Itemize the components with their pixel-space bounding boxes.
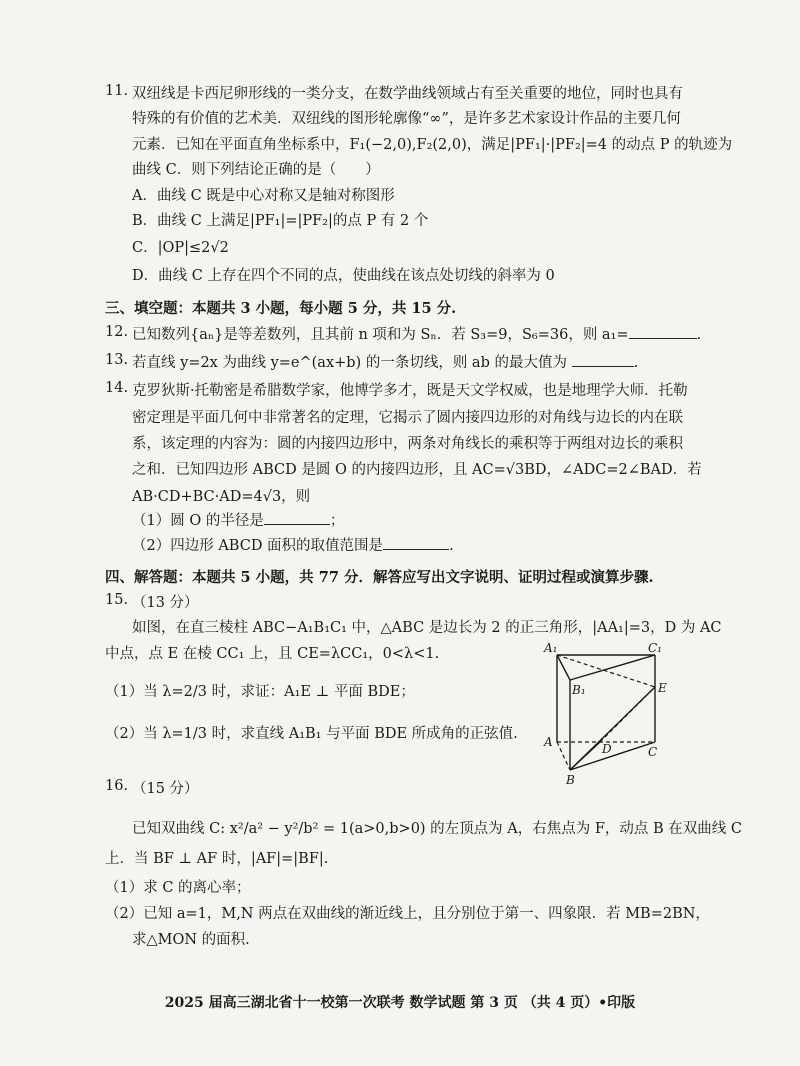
label-c1: C₁ <box>648 641 662 655</box>
label-d: D <box>602 742 612 756</box>
q11-option-d: D．曲线 C 上存在四个不同的点，使曲线在该点处切线的斜率为 0 <box>132 268 555 284</box>
q14-part-2: （2）四边形 ABCD 面积的取值范围是 <box>132 538 384 554</box>
q13-answer-blank[interactable] <box>572 366 634 367</box>
label-c: C <box>648 745 658 759</box>
q15-line-2: 中点，点 E 在棱 CC₁ 上，且 CE=λCC₁，0<λ<1. <box>105 646 440 662</box>
q11-line-1: 双纽线是卡西尼卵形线的一类分支，在数学曲线领域占有至关重要的地位，同时也具有 <box>132 86 683 102</box>
q11-option-c: C．|OP|≤2√2 <box>132 240 229 256</box>
q15-number: 15. <box>105 592 129 608</box>
q11-line-4: 曲线 C．则下列结论正确的是（ ） <box>132 162 380 178</box>
q16-part-1: （1）求 C 的离心率； <box>105 880 251 896</box>
q16-score: （15 分） <box>132 781 199 797</box>
q15-score: （13 分） <box>132 595 199 611</box>
prism-figure <box>530 640 680 790</box>
q11-option-b: B．曲线 C 上满足|PF₁|=|PF₂|的点 P 有 2 个 <box>132 213 429 229</box>
q14-part-1: （1）圆 O 的半径是 <box>132 513 264 529</box>
q14-part-2-row: （2）四边形 ABCD 面积的取值范围是 . <box>132 538 454 554</box>
q16-part-2b: 求△MON 的面积. <box>132 932 250 948</box>
q11-number: 11. <box>105 83 129 99</box>
q14-number: 14. <box>105 380 129 396</box>
label-b: B <box>566 773 575 787</box>
label-b1: B₁ <box>572 683 586 697</box>
q15-line-1: 如图，在直三棱柱 ABC−A₁B₁C₁ 中，△ABC 是边长为 2 的正三角形，|AA₁|=3，D 为 AC <box>132 620 722 636</box>
q11-line-3: 元素．已知在平面直角坐标系中，F₁(−2,0),F₂(2,0)，满足|PF₁|·|PF₂|=4 的动点 P 的轨迹为 <box>132 137 733 153</box>
q14-line-5: AB·CD+BC·AD=4√3，则 <box>132 489 311 505</box>
q13-text-row: 若直线 y=2x 为曲线 y=e^(ax+b) 的一条切线，则 ab 的最大值为 . <box>132 355 639 371</box>
segment-bd <box>570 742 600 770</box>
q11-line-2: 特殊的有价值的艺术美．双纽线的图形轮廓像“∞”，是许多艺术家设计作品的主要几何 <box>132 111 681 127</box>
label-e: E <box>658 681 667 695</box>
q12-number: 12. <box>105 324 129 340</box>
section-3-heading: 三、填空题：本题共 3 小题，每小题 5 分，共 15 分. <box>105 300 457 317</box>
q14-part-1-row: （1）圆 O 的半径是 ； <box>132 513 345 529</box>
edge-b1c1 <box>570 655 655 680</box>
q14-part-2-blank[interactable] <box>383 549 449 550</box>
q16-part-2a: （2）已知 a=1，M,N 两点在双曲线的渐近线上，且分别位于第一、四象限．若 MB=2BN， <box>105 906 710 922</box>
page-footer: 2025 届高三湖北省十一校第一次联考 数学试题 第 3 页 （共 4 页）•印版 <box>164 995 636 1011</box>
q16-line-1: 已知双曲线 C: x²/a² − y²/b² = 1(a>0,b>0) 的左顶点为 A，右焦点为 F，动点 B 在双曲线 C <box>132 821 743 837</box>
q16-line-2: 上．当 BF ⊥ AF 时，|AF|=|BF|. <box>105 851 329 867</box>
q14-line-1: 克罗狄斯·托勒密是希腊数学家，他博学多才，既是天文学权威，也是地理学大师．托勒 <box>132 383 688 399</box>
edge-bc <box>570 742 658 770</box>
q14-line-3: 系，该定理的内容为：圆的内接四边形中，两条对角线长的乘积等于两组对边长的乘积 <box>132 436 683 452</box>
label-a: A <box>544 735 553 749</box>
segment-de-hidden <box>600 687 655 742</box>
q15-part-2: （2）当 λ=1/3 时，求直线 A₁B₁ 与平面 BDE 所成角的正弦值. <box>105 726 518 742</box>
q14-line-4: 之和．已知四边形 ABCD 是圆 O 的内接四边形，且 AC=√3BD，∠ADC=2∠BAD．若 <box>132 462 702 478</box>
q12-text-row: 已知数列{aₙ}是等差数列，且其前 n 项和为 Sₙ．若 S₃=9，S₆=36，则 a₁= . <box>132 327 702 343</box>
label-a1: A₁ <box>544 641 558 655</box>
q16-number: 16. <box>105 778 129 794</box>
q11-option-a: A．曲线 C 既是中心对称又是轴对称图形 <box>132 188 395 204</box>
edge-a1b1 <box>557 655 570 680</box>
edge-ab-hidden <box>557 742 570 770</box>
q12-answer-blank[interactable] <box>629 338 697 339</box>
section-4-heading: 四、解答题：本题共 5 小题，共 77 分．解答应写出文字说明、证明过程或演算步骤. <box>105 569 654 586</box>
q13-text: 若直线 y=2x 为曲线 y=e^(ax+b) 的一条切线，则 ab 的最大值为 <box>132 355 567 371</box>
q14-line-2: 密定理是平面几何中非常著名的定理，它揭示了圆内接四边形的对角线与边长的内在联 <box>132 410 683 426</box>
q14-part-1-blank[interactable] <box>264 524 330 525</box>
q13-number: 13. <box>105 352 129 368</box>
q15-part-1: （1）当 λ=2/3 时，求证：A₁E ⊥ 平面 BDE； <box>105 684 415 700</box>
q12-text: 已知数列{aₙ}是等差数列，且其前 n 项和为 Sₙ．若 S₃=9，S₆=36，则 a₁= <box>132 327 629 343</box>
